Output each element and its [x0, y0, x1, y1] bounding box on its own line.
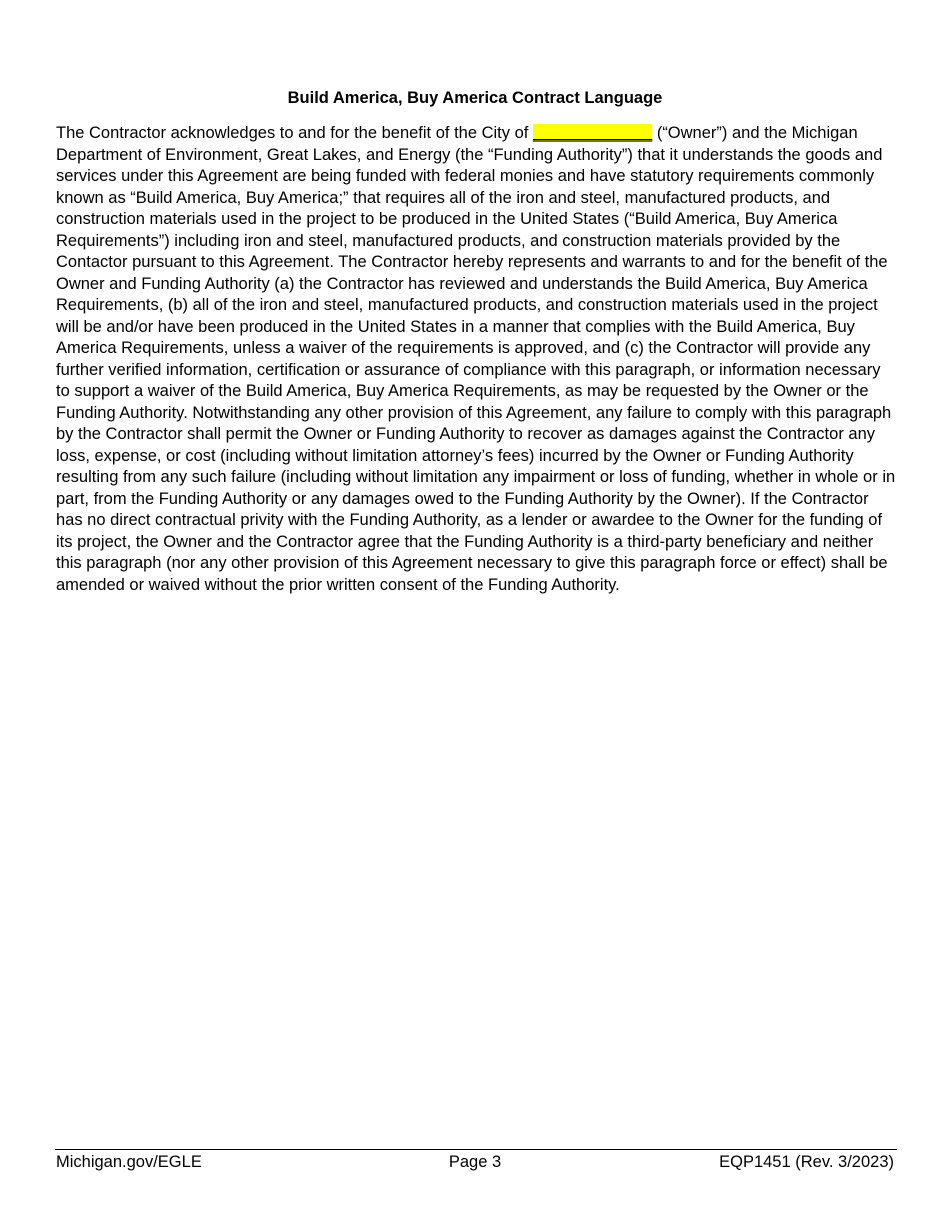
footer-page-number: Page 3	[448, 1153, 502, 1171]
contract-paragraph	[56, 123, 896, 596]
paragraph-text-rest: (“Owner”) and the Michigan Department of Environment, Great Lakes, and Energy (the “Funding Authority”) that it understands the goods and services under this Agreement are being funded with federal monies and have statutory requirements commonly known as “Build America, Buy America;” that requires all of the iron and steel, manufactured products, and construction materials used in the project to be produced in the United States (“Build America, Buy America Requirements”) including iron and steel, manufactured products, and construction materials provided by the Contactor pursuant to this Agreement. The Contractor hereby represents and warrants to and for the benefit of the Owner and Funding Authority (a) the Contractor has reviewed and understands the Build America, Buy America Requirements, (b) all of the iron and steel, manufactured products, and construction materials used in the project will be and/or have been produced in the United States in a manner that complies with the Build America, Buy America Requirements, unless a waiver of the requirements is approved, and (c) the Contractor will provide any further verified information, certification or assurance of compliance with this paragraph, or information necessary to support a waiver of the Build America, Buy America Requirements, as may be requested by the Owner or the Funding Authority. Notwithstanding any other provision of this Agreement, any failure to comply with this paragraph by the Contractor shall permit the Owner or Funding Authority to recover as damages against the Contractor any loss, expense, or cost (including without limitation attorney’s fees) incurred by the Owner or Funding Authority resulting from any such failure (including without limitation any impairment or loss of funding, whether in whole or in part, from the Funding Authority or any damages owed to the Funding Authority by the Owner). If the Contractor has no direct contractual privity with the Funding Authority, as a lender or awardee to the Owner for the funding of its project, the Owner and the Contractor agree that the Funding Authority is a third-party beneficiary and neither this paragraph (nor any other provision of this Agreement necessary to give this paragraph force or effect) shall be amended or waived without the prior written consent of the Funding Authority.	[56, 124, 896, 594]
paragraph-text-start: The Contractor acknowledges to and for the benefit of the City of	[56, 124, 533, 142]
footer-form-number: EQP1451 (Rev. 3/2023)	[719, 1153, 894, 1171]
page-title: Build America, Buy America Contract Language	[287, 89, 663, 107]
footer-divider	[55, 1149, 897, 1150]
footer-website: Michigan.gov/EGLE	[56, 1153, 202, 1171]
city-name-blank-field[interactable]: _____________	[532, 124, 653, 142]
